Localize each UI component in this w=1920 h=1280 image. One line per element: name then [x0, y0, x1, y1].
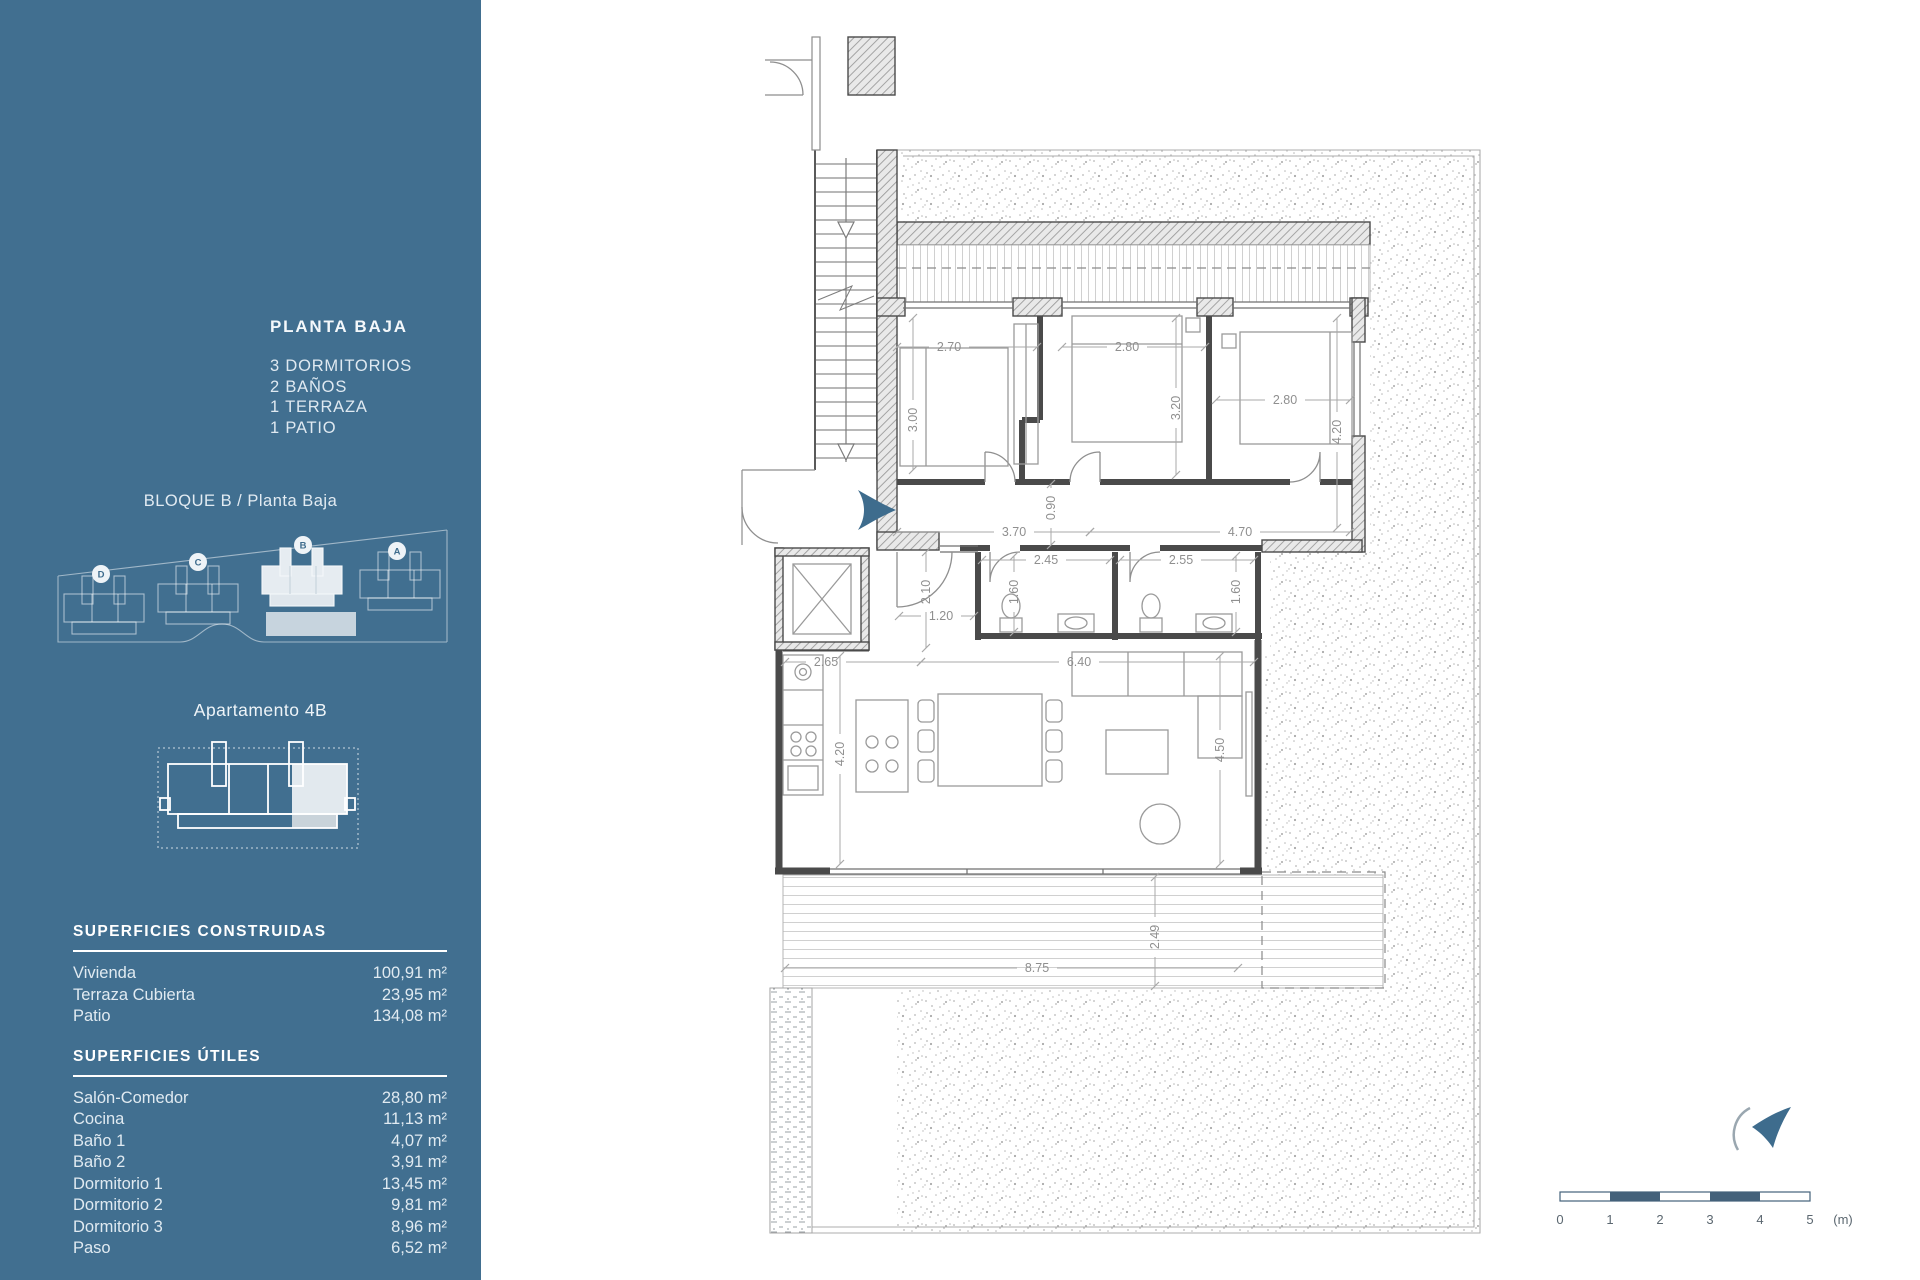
- sidebar: [0, 0, 481, 1280]
- apartment-diagram: [100, 735, 400, 860]
- planting-strip: [770, 988, 812, 1233]
- svg-text:4.20: 4.20: [1330, 419, 1344, 445]
- svg-text:1: 1: [1606, 1212, 1614, 1227]
- svg-text:2: 2: [1656, 1212, 1664, 1227]
- scale-bar: [1556, 1192, 1852, 1227]
- svg-text:1.60: 1.60: [1229, 579, 1243, 605]
- svg-text:8.75: 8.75: [1024, 961, 1050, 975]
- svg-text:1.60: 1.60: [1007, 579, 1021, 605]
- svg-text:0.90: 0.90: [1044, 495, 1058, 521]
- svg-text:4.20: 4.20: [833, 741, 847, 767]
- table-row: Dormitorio 3 8,96 m²: [73, 1217, 447, 1236]
- site-boundary: [58, 530, 447, 642]
- svg-text:A: A: [393, 546, 401, 558]
- floor-plan: [481, 0, 1920, 1280]
- svg-text:4.70: 4.70: [1227, 525, 1253, 539]
- north-arrow-icon: [1734, 1107, 1791, 1150]
- site-block-c: [158, 566, 238, 624]
- site-block-d: [64, 576, 144, 634]
- site-block-a: [360, 552, 440, 610]
- site-block-b-highlighted: [262, 548, 356, 636]
- surface-tables: [73, 923, 447, 1260]
- feature-bedrooms: 3 DORMITORIOS: [270, 357, 413, 375]
- table-row: Paso 6,52 m²: [73, 1239, 447, 1257]
- svg-text:4.50: 4.50: [1213, 737, 1227, 763]
- terrace-roof-beam: [897, 222, 1370, 245]
- svg-text:3.70: 3.70: [1001, 525, 1027, 539]
- site-plan-minimap: [40, 520, 460, 655]
- svg-text:3.00: 3.00: [906, 407, 920, 433]
- svg-text:2.45: 2.45: [1033, 553, 1059, 567]
- svg-text:2.65: 2.65: [813, 655, 839, 669]
- table-row: Baño 2 3,91 m²: [73, 1153, 447, 1171]
- site-block-badges: [92, 536, 406, 583]
- feature-list: [270, 356, 412, 438]
- table-row: Salón-Comedor 28,80 m²: [73, 1088, 447, 1107]
- svg-text:4: 4: [1756, 1212, 1764, 1227]
- table-row: Terraza Cubierta 23,95 m²: [73, 985, 447, 1004]
- feature-terrace: 1 TERRAZA: [270, 398, 368, 416]
- svg-text:B: B: [299, 540, 307, 552]
- table-row: Baño 1 4,07 m²: [73, 1131, 447, 1150]
- apartment-label: Apartamento 4B: [193, 700, 328, 720]
- table-row: Patio 134,08 m²: [73, 1007, 447, 1025]
- svg-text:2.80: 2.80: [1114, 340, 1140, 354]
- svg-text:C: C: [194, 557, 202, 569]
- apartment-terrace-highlight: [292, 814, 337, 828]
- covered-terrace-deck: [897, 245, 1370, 302]
- useful-heading: SUPERFICIES ÚTILES: [73, 1048, 447, 1077]
- constructed-heading: SUPERFICIES CONSTRUIDAS: [73, 923, 447, 952]
- page-title: PLANTA BAJA: [270, 317, 408, 336]
- apartment-unit-highlight: [292, 764, 347, 814]
- svg-text:1.20: 1.20: [928, 609, 954, 623]
- svg-text:(m): (m): [1833, 1212, 1853, 1227]
- svg-text:2.10: 2.10: [919, 579, 933, 605]
- svg-text:6.40: 6.40: [1066, 655, 1092, 669]
- terrace-deck: [783, 875, 1383, 988]
- table-row: Dormitorio 2 9,81 m²: [73, 1196, 447, 1214]
- svg-text:2.70: 2.70: [936, 340, 962, 354]
- svg-text:2.55: 2.55: [1168, 553, 1194, 567]
- feature-patio: 1 PATIO: [270, 418, 337, 437]
- svg-text:5: 5: [1806, 1212, 1814, 1227]
- svg-text:3: 3: [1706, 1212, 1714, 1227]
- table-row: Dormitorio 1 13,45 m²: [73, 1174, 447, 1193]
- table-row: Cocina 11,13 m²: [73, 1110, 447, 1128]
- svg-text:2.80: 2.80: [1272, 393, 1298, 407]
- table-row: Vivienda 100,91 m²: [73, 964, 447, 982]
- block-label: BLOQUE B / Planta Baja: [143, 492, 338, 510]
- svg-text:2.49: 2.49: [1148, 924, 1162, 950]
- svg-text:0: 0: [1556, 1212, 1564, 1227]
- feature-bathrooms: 2 BAÑOS: [270, 377, 348, 396]
- svg-text:3.20: 3.20: [1169, 395, 1183, 421]
- svg-text:D: D: [97, 569, 105, 581]
